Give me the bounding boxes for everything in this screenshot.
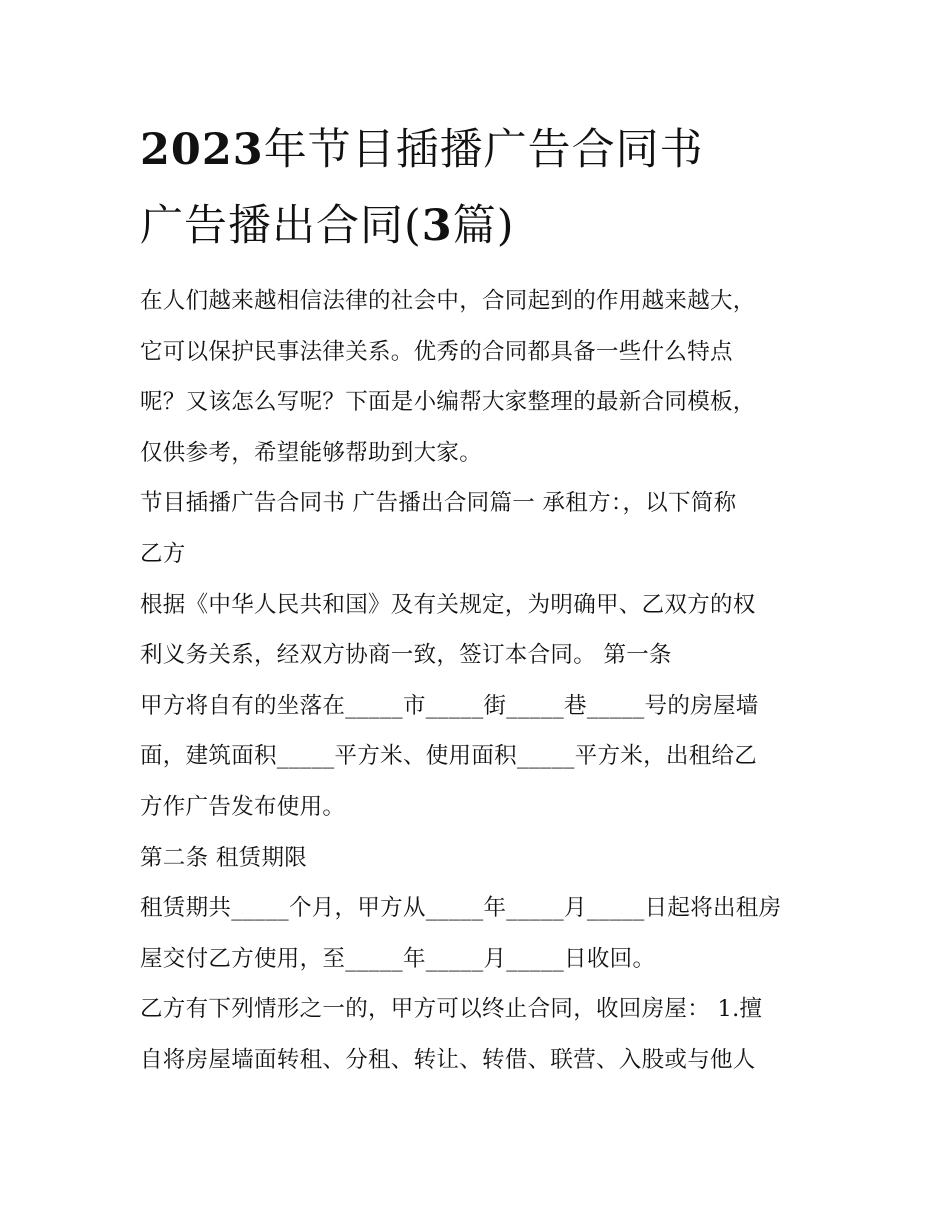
title-line-2 (140, 188, 820, 264)
body-line: 屋交付乙方使用，至_____年_____月_____日收回。 (140, 945, 656, 972)
title-year: 2023 (140, 125, 264, 175)
body-line: 第二条 租赁期限 (140, 844, 308, 871)
body-line: 甲方将自有的坐落在_____市_____街_____巷_____号的房屋墙 (140, 692, 759, 719)
body-line: 乙方 (140, 540, 186, 567)
body-line: 面，建筑面积_____平方米、使用面积_____平方米，出租给乙 (140, 743, 758, 770)
body-line: 方作广告发布使用。 (140, 793, 346, 820)
body-line: 乙方有下列情形之一的，甲方可以终止合同，收回房屋： 1.擅 (140, 996, 763, 1023)
body-line: 自将房屋墙面转租、分租、转让、转借、联营、入股或与他人 (140, 1046, 756, 1073)
body-line: 根据《中华人民共和国》及有关规定，为明确甲、乙双方的权 (140, 591, 756, 618)
title-line-1 (140, 112, 820, 188)
document-title (140, 112, 820, 264)
body-line: 仅供参考，希望能够帮助到大家。 (140, 439, 483, 466)
title-count: 3 (421, 201, 453, 251)
body-line: 它可以保护民事法律关系。优秀的合同都具备一些什么特点 (140, 338, 733, 365)
body-line: 在人们越来越相信法律的社会中，合同起到的作用越来越大， (140, 288, 756, 314)
title-text-2: 广告播出合同( (140, 201, 422, 251)
body-line: 呢？又该怎么写呢？下面是小编帮大家整理的最新合同模板， (140, 389, 756, 416)
title-text-1: 年节目插播广告合同书 (263, 125, 704, 175)
title-text-3: 篇) (452, 201, 515, 251)
document-body (140, 276, 816, 1086)
body-line: 利义务关系，经双方协商一致，签订本合同。 第一条 (140, 642, 672, 669)
body-line: 节目插播广告合同书 广告播出合同篇一 承租方：，以下简称 (140, 490, 737, 517)
body-line: 租赁期共_____个月，甲方从_____年_____月_____日起将出租房 (140, 895, 782, 922)
